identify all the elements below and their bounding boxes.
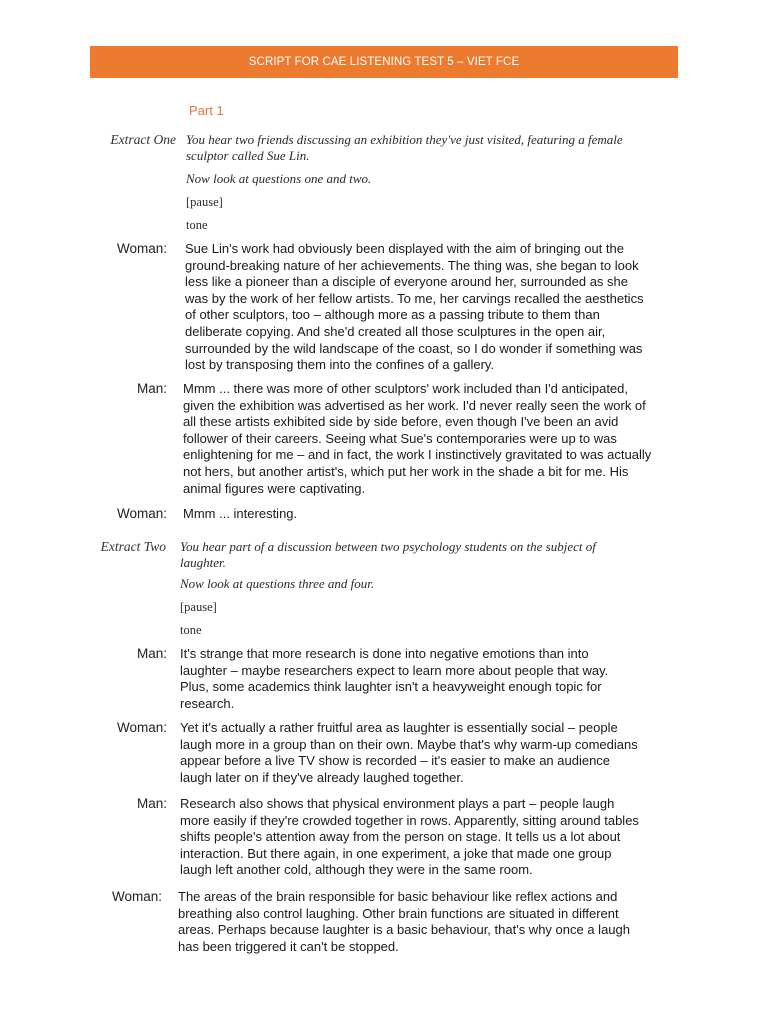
speaker-label: Man:: [136, 646, 167, 661]
speaker-label: Woman:: [116, 720, 167, 735]
speech-text: The areas of the brain responsible for basic behaviour like reflex actions and breathing also control laughing. Other brain functions are situated in different areas. Perhaps because laughter is a basic behaviour, that's why once a laugh has been triggered it can't be stopped.: [178, 889, 630, 954]
speaker-label: Woman:: [111, 889, 162, 904]
part-heading: Part 1: [189, 103, 224, 118]
speaker-label: Man:: [136, 796, 167, 811]
speech-text: Mmm ... interesting.: [183, 506, 298, 521]
speech-text: It's strange that more research is done into negative emotions than into laughter – maybe researchers expect to learn more about people that way. Plus, some academics think laughter isn't a heavyweight enough topic for research.: [180, 646, 609, 711]
extract-one-pause: [pause]: [186, 195, 223, 209]
extract-two-label: Extract Two: [100, 539, 166, 554]
speaker-label: Woman:: [116, 241, 167, 256]
extract-one-tone: tone: [186, 218, 208, 232]
speech-text: Yet it's actually a rather fruitful area as laughter is essentially social – people laugh more in a group than on their own. Maybe that's why warm-up comedians appear before a live TV show is recorded – it's easier to make an audience laugh later on if they've already laughed together.: [180, 720, 638, 785]
extract-one-intro: You hear two friends discussing an exhibition they've just visited, featuring a female sculptor called Sue Lin.: [186, 132, 623, 163]
speech-text: Sue Lin's work had obviously been displayed with the aim of bringing out the ground-breaking nature of her achievements. The thing was, she began to look less like a pioneer than a disciple of everyone around her, surrounded as she was by the work of her fellow artists. To me, her carvings recalled the aesthetics of other sculptors, too – although more as a passing tribute to them than deliberate copying. And she'd created all those sculptures in the open air, surrounded by the wild landscape of the coast, so I do wonder if something was lost by transposing them into the confines of a gallery.: [185, 241, 644, 373]
speaker-label: Man:: [136, 381, 167, 396]
document-header-bar: [90, 46, 678, 78]
speech-text: Research also shows that physical environment plays a part – people laugh more easily if they're crowded together in rows. Apparently, sitting around tables shifts people's attention away from the person on stage. It tells us a lot about interaction. But there again, in one experiment, a joke that made one group laugh left another cold, although they were in the same room.: [180, 796, 639, 878]
speech-text: Mmm ... there was more of other sculptors' work included than I'd anticipated, given the exhibition was advertised as her work. I'd never really seen the work of all these artists exhibited side by side before, even though I've been an avid follower of their careers. Seeing what Sue's contemporaries were up to was enlightening for me – and in fact, the work I instinctively gravitated to was actually not hers, but another artist's, which put her work in the shade a bit for me. His animal figures were captivating.: [183, 381, 652, 496]
extract-two-pause: [pause]: [180, 600, 217, 614]
extract-two-intro: You hear part of a discussion between two psychology students on the subject of laughter.: [180, 539, 596, 570]
speaker-label: Woman:: [116, 506, 167, 521]
document-title: SCRIPT FOR CAE LISTENING TEST 5 – VIET FCE: [248, 56, 520, 68]
extract-two-instruction: Now look at questions three and four.: [180, 576, 375, 591]
extract-one-label: Extract One: [110, 132, 176, 147]
extract-two-tone: tone: [180, 623, 202, 637]
extract-one-instruction: Now look at questions one and two.: [186, 171, 372, 186]
